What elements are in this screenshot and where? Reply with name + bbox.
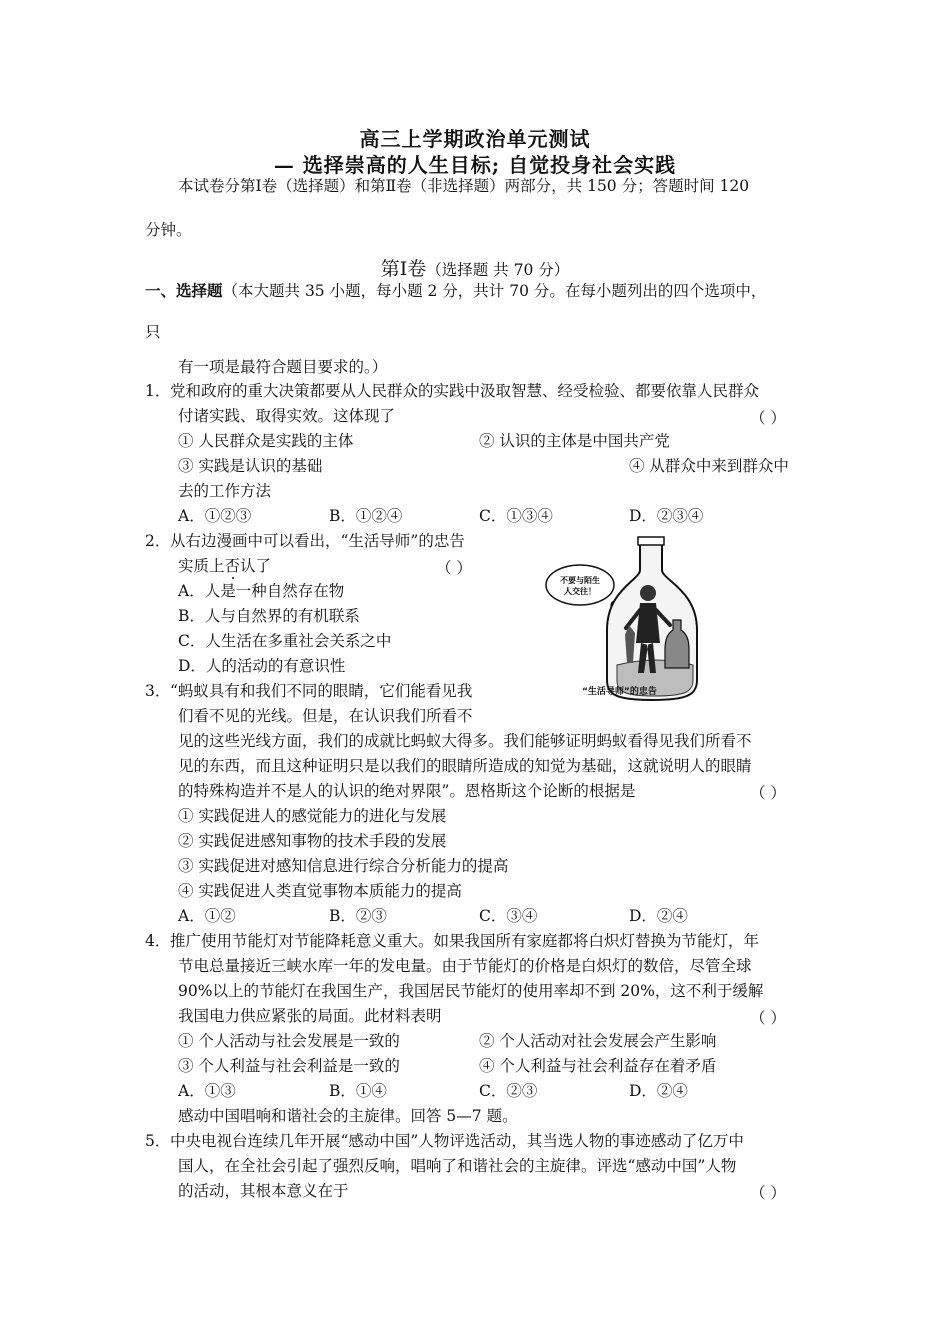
q1-stem-2: 付诸实践、取得实效。这体现了 <box>178 407 396 425</box>
cartoon-bottle-illustration <box>545 535 710 705</box>
section-heading-main: 第Ⅰ卷 <box>380 258 427 280</box>
intro-line-2: 分钟。 <box>145 221 192 239</box>
q4-choice-b: B．①④ <box>329 1082 387 1100</box>
q1-option-4b: 去的工作方法 <box>178 482 272 500</box>
q1-choice-a: A．①②③ <box>178 507 252 525</box>
q4-choice-a: A．①③ <box>178 1082 236 1100</box>
q1-option-1: ① 人民群众是实践的主体 <box>178 432 354 450</box>
q1-stem-1: 党和政府的重大决策都要从人民群众的实践中汲取智慧、经受检验、都要依靠人民群众 <box>170 382 760 400</box>
q3-choice-d: D．②④ <box>629 907 688 925</box>
page-title: 高三上学期政治单元测试 <box>359 127 591 151</box>
q4-stem-3: 90%以上的节能灯在我国生产，我国居民节能灯的使用率却不到 20%，这不利于缓解 <box>178 982 764 1000</box>
intro-line-1: 本试卷分第Ⅰ卷（选择题）和第Ⅱ卷（非选择题）两部分，共 150 分；答题时间 120 <box>178 177 750 195</box>
q4-option-3: ③ 个人利益与社会利益是一致的 <box>178 1057 400 1075</box>
q2-number: 2． <box>145 532 171 550</box>
q2-stem-1: 从右边漫画中可以看出，“生活导师”的忠告 <box>170 532 465 550</box>
q4-choice-d: D．②④ <box>629 1082 688 1100</box>
q3-stem-1: “蚂蚁具有和我们不同的眼睛，它们能看见我 <box>170 682 473 700</box>
q2-stem-emphasis: 否 <box>224 557 241 575</box>
q4-option-1: ① 个人活动与社会发展是一致的 <box>178 1032 400 1050</box>
q1-choice-d: D．②③④ <box>629 507 704 525</box>
q3-stem-5: 的特殊构造并不是人的认识的绝对界限”。恩格斯这个论断的根据是 <box>178 782 636 800</box>
section-heading-sub: （选择题 共 70 分） <box>426 261 570 279</box>
q4-option-2: ② 个人活动对社会发展会产生影响 <box>479 1032 717 1050</box>
part-desc-3: 有一项是最符合题目要求的。） <box>178 358 388 376</box>
q1-number: 1． <box>145 382 171 400</box>
q1-answer-paren: （ ） <box>750 409 786 427</box>
q5-stem-3: 的活动，其根本意义在于 <box>178 1182 349 1200</box>
part-instructions <box>145 281 766 301</box>
bubble-text-1: 不要与陌生 <box>560 576 600 585</box>
part-label: 一、选择题 <box>145 281 223 300</box>
page-subtitle: — 选择崇高的人生目标; 自觉投身社会实践 <box>273 153 677 177</box>
q4-number: 4． <box>145 932 171 950</box>
q4-option-4: ④ 个人利益与社会利益存在着矛盾 <box>479 1057 717 1075</box>
q1-choice-b: B．①②④ <box>329 507 403 525</box>
q5-stem-1: 中央电视台连续几年开展“感动中国”人物评选活动，其当选人物的事迹感动了亿万中 <box>170 1132 744 1150</box>
q4-stem-4: 我国电力供应紧张的局面。此材料表明 <box>178 1007 442 1025</box>
q3-option-3: ③ 实践促进对感知信息进行综合分析能力的提高 <box>178 857 509 875</box>
q3-stem-4: 见的东西，而且这种证明只是以我们的眼睛所造成的知觉为基础，这就说明人的眼睛 <box>178 757 752 775</box>
q5-stem-2: 国人，在全社会引起了强烈反响，唱响了和谐社会的主旋律。评选“感动中国”人物 <box>178 1157 737 1175</box>
q3-choice-b: B．②③ <box>329 907 387 925</box>
q1-option-2: ② 认识的主体是中国共产党 <box>479 432 670 450</box>
q2-choice-d: D．人的活动的有意识性 <box>178 657 346 675</box>
bubble-text-2: 人交往！ <box>564 587 596 596</box>
q5-answer-paren: （ ） <box>750 1184 786 1202</box>
q4-stem-2: 节电总量接近三峡水库一年的发电量。由于节能灯的价格是白炽灯的数倍，尽管全球 <box>178 957 752 975</box>
q3-choice-a: A．①② <box>178 907 236 925</box>
part-desc-2: 只 <box>145 323 161 341</box>
q4-answer-paren: （ ） <box>750 1009 786 1027</box>
q3-option-1: ① 实践促进人的感觉能力的进化与发展 <box>178 807 447 825</box>
q2-stem-2a: 实质上 <box>178 557 225 575</box>
q1-option-4a: ④ 从群众中来到群众中 <box>629 457 789 475</box>
q4-stem-1: 推广使用节能灯对节能降耗意义重大。如果我国所有家庭都将白炽灯替换为节能灯，年 <box>170 932 760 950</box>
q2-choice-b: B．人与自然界的有机联系 <box>178 607 360 625</box>
q1-choice-c: C．①③④ <box>479 507 553 525</box>
q2-answer-paren: （ ） <box>436 559 472 577</box>
q3-option-4: ④ 实践促进人类直觉事物本质能力的提高 <box>178 882 462 900</box>
group-intro-5-7: 感动中国唱响和谐社会的主旋律。回答 5—7 题。 <box>178 1107 518 1125</box>
q2-stem-2 <box>178 556 271 576</box>
q3-answer-paren: （ ） <box>750 784 786 802</box>
q4-choice-c: C．②③ <box>479 1082 538 1100</box>
q2-choice-c: C．人生活在多重社会关系之中 <box>178 632 392 650</box>
q3-number: 3． <box>145 682 171 700</box>
q3-stem-2: 们看不见的光线。但是，在认识我们所看不 <box>178 707 473 725</box>
q3-choice-c: C．③④ <box>479 907 538 925</box>
part-desc: （本大题共 35 小题，每小题 2 分，共计 70 分。在每小题列出的四个选项中， <box>222 282 767 300</box>
cartoon-caption: “生活导师”的忠告 <box>582 687 657 697</box>
q2-choice-a: A．人是一种自然存在物 <box>178 582 345 600</box>
q5-number: 5． <box>145 1132 171 1150</box>
section-heading <box>0 254 950 281</box>
q2-stem-2c: 认了 <box>240 557 272 575</box>
q1-option-3: ③ 实践是认识的基础 <box>178 457 323 475</box>
q3-stem-3: 见的这些光线方面，我们的成就比蚂蚁大得多。我们能够证明蚂蚁看得见我们所看不 <box>178 732 752 750</box>
q3-option-2: ② 实践促进感知事物的技术手段的发展 <box>178 832 447 850</box>
